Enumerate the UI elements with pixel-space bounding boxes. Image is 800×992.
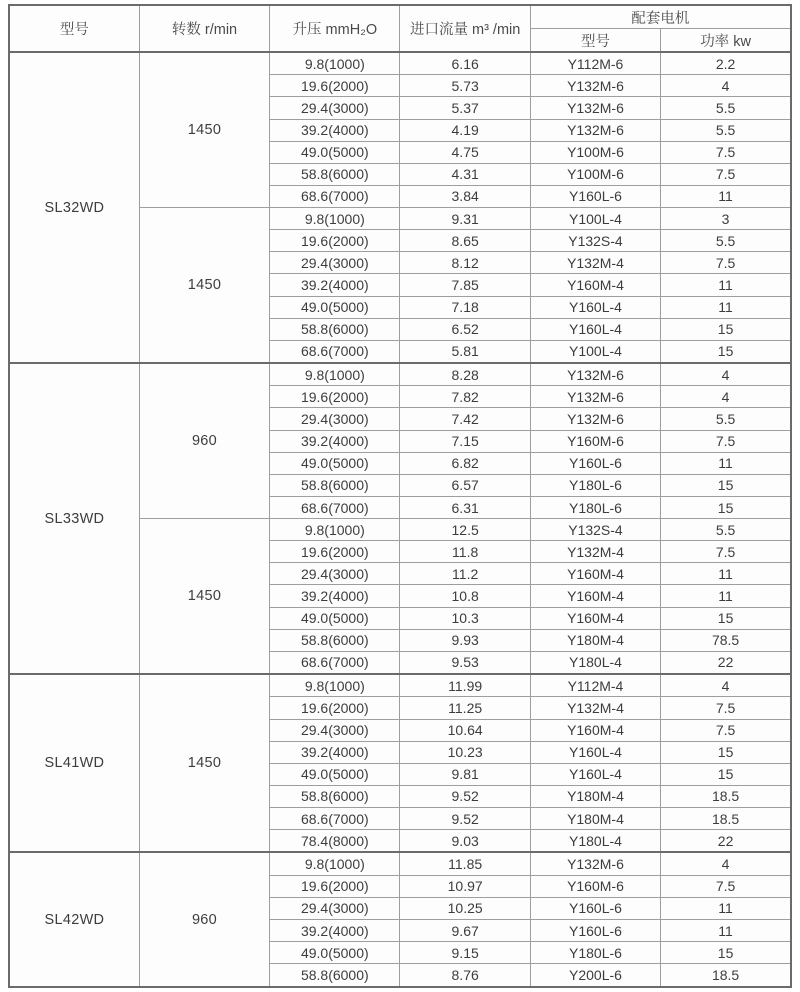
power-cell: 78.5 <box>661 629 791 651</box>
pressure-cell: 9.8(1000) <box>270 208 400 230</box>
motor-model-cell: Y180M-4 <box>530 785 660 807</box>
flow-cell: 7.15 <box>400 430 530 452</box>
flow-cell: 9.93 <box>400 629 530 651</box>
pressure-cell: 9.8(1000) <box>270 674 400 697</box>
motor-model-cell: Y132M-4 <box>530 252 660 274</box>
pressure-cell: 39.2(4000) <box>270 430 400 452</box>
flow-cell: 3.84 <box>400 185 530 207</box>
power-cell: 15 <box>661 741 791 763</box>
header-motor-power: 功率 kw <box>661 29 791 53</box>
power-cell: 5.5 <box>661 230 791 252</box>
pressure-cell: 78.4(8000) <box>270 830 400 853</box>
speed-cell: 960 <box>139 852 269 987</box>
pressure-cell: 58.8(6000) <box>270 474 400 496</box>
header-motor-group: 配套电机 <box>530 5 791 29</box>
pressure-cell: 58.8(6000) <box>270 629 400 651</box>
pressure-cell: 49.0(5000) <box>270 141 400 163</box>
power-cell: 4 <box>661 674 791 697</box>
header-motor-model: 型号 <box>530 29 660 53</box>
power-cell: 18.5 <box>661 964 791 987</box>
pressure-cell: 68.6(7000) <box>270 185 400 207</box>
model-cell: SL33WD <box>9 363 139 674</box>
flow-cell: 7.85 <box>400 274 530 296</box>
power-cell: 11 <box>661 585 791 607</box>
power-cell: 15 <box>661 340 791 363</box>
flow-cell: 12.5 <box>400 519 530 541</box>
motor-model-cell: Y112M-4 <box>530 674 660 697</box>
power-cell: 7.5 <box>661 697 791 719</box>
flow-cell: 6.31 <box>400 496 530 518</box>
flow-cell: 5.81 <box>400 340 530 363</box>
flow-cell: 9.03 <box>400 830 530 853</box>
speed-cell: 1450 <box>139 519 269 675</box>
motor-model-cell: Y160M-4 <box>530 607 660 629</box>
power-cell: 22 <box>661 651 791 674</box>
pressure-cell: 39.2(4000) <box>270 585 400 607</box>
power-cell: 11 <box>661 274 791 296</box>
flow-cell: 10.97 <box>400 875 530 897</box>
power-cell: 5.5 <box>661 408 791 430</box>
pressure-cell: 58.8(6000) <box>270 785 400 807</box>
flow-cell: 10.8 <box>400 585 530 607</box>
header-speed: 转数 r/min <box>139 5 269 52</box>
flow-cell: 10.3 <box>400 607 530 629</box>
power-cell: 2.2 <box>661 52 791 75</box>
header-model: 型号 <box>9 5 139 52</box>
motor-model-cell: Y132S-4 <box>530 230 660 252</box>
flow-cell: 5.73 <box>400 75 530 97</box>
motor-model-cell: Y112M-6 <box>530 52 660 75</box>
flow-cell: 4.31 <box>400 163 530 185</box>
motor-model-cell: Y132M-6 <box>530 386 660 408</box>
pressure-cell: 29.4(3000) <box>270 252 400 274</box>
power-cell: 7.5 <box>661 875 791 897</box>
speed-cell: 1450 <box>139 674 269 852</box>
table-row <box>9 363 791 386</box>
motor-model-cell: Y160L-4 <box>530 741 660 763</box>
flow-cell: 4.75 <box>400 141 530 163</box>
flow-cell: 10.64 <box>400 719 530 741</box>
power-cell: 15 <box>661 942 791 964</box>
speed-cell: 960 <box>139 363 269 519</box>
power-cell: 7.5 <box>661 541 791 563</box>
pressure-cell: 49.0(5000) <box>270 607 400 629</box>
motor-model-cell: Y160L-6 <box>530 185 660 207</box>
pressure-cell: 29.4(3000) <box>270 897 400 919</box>
motor-model-cell: Y100L-4 <box>530 340 660 363</box>
header-pressure: 升压 mmH₂O <box>270 5 400 52</box>
pressure-cell: 19.6(2000) <box>270 697 400 719</box>
pressure-cell: 29.4(3000) <box>270 719 400 741</box>
flow-cell: 10.25 <box>400 897 530 919</box>
flow-cell: 11.99 <box>400 674 530 697</box>
power-cell: 4 <box>661 75 791 97</box>
power-cell: 7.5 <box>661 719 791 741</box>
table-row <box>9 52 791 75</box>
power-cell: 15 <box>661 607 791 629</box>
pressure-cell: 19.6(2000) <box>270 75 400 97</box>
motor-model-cell: Y160M-4 <box>530 585 660 607</box>
flow-cell: 6.82 <box>400 452 530 474</box>
pressure-cell: 49.0(5000) <box>270 452 400 474</box>
power-cell: 15 <box>661 474 791 496</box>
power-cell: 4 <box>661 363 791 386</box>
motor-model-cell: Y160L-6 <box>530 919 660 941</box>
pressure-cell: 9.8(1000) <box>270 852 400 875</box>
flow-cell: 5.37 <box>400 97 530 119</box>
flow-cell: 9.52 <box>400 785 530 807</box>
flow-cell: 11.85 <box>400 852 530 875</box>
motor-model-cell: Y132M-6 <box>530 363 660 386</box>
pressure-cell: 39.2(4000) <box>270 119 400 141</box>
motor-model-cell: Y180L-4 <box>530 651 660 674</box>
power-cell: 11 <box>661 897 791 919</box>
motor-model-cell: Y180L-6 <box>530 474 660 496</box>
flow-cell: 10.23 <box>400 741 530 763</box>
motor-model-cell: Y132M-4 <box>530 697 660 719</box>
pressure-cell: 68.6(7000) <box>270 340 400 363</box>
pressure-cell: 49.0(5000) <box>270 942 400 964</box>
pressure-cell: 29.4(3000) <box>270 97 400 119</box>
flow-cell: 7.82 <box>400 386 530 408</box>
power-cell: 11 <box>661 563 791 585</box>
flow-cell: 9.67 <box>400 919 530 941</box>
flow-cell: 6.57 <box>400 474 530 496</box>
motor-model-cell: Y132M-4 <box>530 541 660 563</box>
pressure-cell: 39.2(4000) <box>270 919 400 941</box>
power-cell: 7.5 <box>661 141 791 163</box>
pressure-cell: 29.4(3000) <box>270 408 400 430</box>
motor-model-cell: Y160L-4 <box>530 296 660 318</box>
power-cell: 5.5 <box>661 97 791 119</box>
table-body <box>9 52 791 987</box>
flow-cell: 9.52 <box>400 808 530 830</box>
speed-cell: 1450 <box>139 52 269 208</box>
flow-cell: 9.53 <box>400 651 530 674</box>
motor-model-cell: Y132M-6 <box>530 97 660 119</box>
model-cell: SL42WD <box>9 852 139 987</box>
pressure-cell: 49.0(5000) <box>270 296 400 318</box>
power-cell: 15 <box>661 763 791 785</box>
pressure-cell: 9.8(1000) <box>270 52 400 75</box>
flow-cell: 8.76 <box>400 964 530 987</box>
motor-model-cell: Y160M-4 <box>530 274 660 296</box>
power-cell: 3 <box>661 208 791 230</box>
pressure-cell: 9.8(1000) <box>270 363 400 386</box>
flow-cell: 11.8 <box>400 541 530 563</box>
motor-model-cell: Y160L-4 <box>530 318 660 340</box>
motor-model-cell: Y160M-4 <box>530 563 660 585</box>
motor-model-cell: Y132S-4 <box>530 519 660 541</box>
pressure-cell: 9.8(1000) <box>270 519 400 541</box>
motor-model-cell: Y100M-6 <box>530 141 660 163</box>
flow-cell: 11.2 <box>400 563 530 585</box>
motor-model-cell: Y160L-6 <box>530 897 660 919</box>
pressure-cell: 19.6(2000) <box>270 541 400 563</box>
flow-cell: 6.52 <box>400 318 530 340</box>
motor-model-cell: Y132M-6 <box>530 408 660 430</box>
power-cell: 15 <box>661 496 791 518</box>
speed-cell: 1450 <box>139 208 269 364</box>
motor-model-cell: Y160L-4 <box>530 763 660 785</box>
pressure-cell: 68.6(7000) <box>270 651 400 674</box>
pressure-cell: 29.4(3000) <box>270 563 400 585</box>
power-cell: 11 <box>661 452 791 474</box>
flow-cell: 6.16 <box>400 52 530 75</box>
motor-model-cell: Y200L-6 <box>530 964 660 987</box>
motor-model-cell: Y160L-6 <box>530 452 660 474</box>
flow-cell: 9.31 <box>400 208 530 230</box>
power-cell: 4 <box>661 386 791 408</box>
flow-cell: 8.12 <box>400 252 530 274</box>
flow-cell: 8.65 <box>400 230 530 252</box>
motor-model-cell: Y180L-6 <box>530 942 660 964</box>
motor-model-cell: Y100M-6 <box>530 163 660 185</box>
table-row <box>9 852 791 875</box>
pressure-cell: 19.6(2000) <box>270 875 400 897</box>
flow-cell: 4.19 <box>400 119 530 141</box>
motor-model-cell: Y132M-6 <box>530 119 660 141</box>
pressure-cell: 39.2(4000) <box>270 741 400 763</box>
motor-model-cell: Y180M-4 <box>530 629 660 651</box>
flow-cell: 7.18 <box>400 296 530 318</box>
motor-model-cell: Y180L-6 <box>530 496 660 518</box>
flow-cell: 7.42 <box>400 408 530 430</box>
power-cell: 11 <box>661 296 791 318</box>
model-cell: SL41WD <box>9 674 139 852</box>
model-cell: SL32WD <box>9 52 139 363</box>
pressure-cell: 58.8(6000) <box>270 318 400 340</box>
motor-model-cell: Y180L-4 <box>530 830 660 853</box>
power-cell: 7.5 <box>661 163 791 185</box>
pressure-cell: 19.6(2000) <box>270 386 400 408</box>
power-cell: 5.5 <box>661 519 791 541</box>
header-row-1 <box>9 5 791 29</box>
power-cell: 11 <box>661 185 791 207</box>
motor-model-cell: Y132M-6 <box>530 75 660 97</box>
power-cell: 7.5 <box>661 430 791 452</box>
motor-model-cell: Y132M-6 <box>530 852 660 875</box>
power-cell: 22 <box>661 830 791 853</box>
power-cell: 11 <box>661 919 791 941</box>
flow-cell: 11.25 <box>400 697 530 719</box>
motor-model-cell: Y160M-6 <box>530 875 660 897</box>
table-row <box>9 674 791 697</box>
flow-cell: 9.15 <box>400 942 530 964</box>
pressure-cell: 19.6(2000) <box>270 230 400 252</box>
table-header <box>9 5 791 52</box>
power-cell: 15 <box>661 318 791 340</box>
motor-model-cell: Y100L-4 <box>530 208 660 230</box>
pressure-cell: 39.2(4000) <box>270 274 400 296</box>
power-cell: 7.5 <box>661 252 791 274</box>
pressure-cell: 58.8(6000) <box>270 964 400 987</box>
power-cell: 18.5 <box>661 808 791 830</box>
motor-model-cell: Y160M-4 <box>530 719 660 741</box>
header-flow: 进口流量 m³ /min <box>400 5 530 52</box>
pressure-cell: 49.0(5000) <box>270 763 400 785</box>
power-cell: 4 <box>661 852 791 875</box>
flow-cell: 8.28 <box>400 363 530 386</box>
power-cell: 18.5 <box>661 785 791 807</box>
pressure-cell: 58.8(6000) <box>270 163 400 185</box>
flow-cell: 9.81 <box>400 763 530 785</box>
motor-model-cell: Y180M-4 <box>530 808 660 830</box>
motor-model-cell: Y160M-6 <box>530 430 660 452</box>
pressure-cell: 68.6(7000) <box>270 496 400 518</box>
pressure-cell: 68.6(7000) <box>270 808 400 830</box>
fan-motor-spec-table <box>8 4 792 988</box>
power-cell: 5.5 <box>661 119 791 141</box>
